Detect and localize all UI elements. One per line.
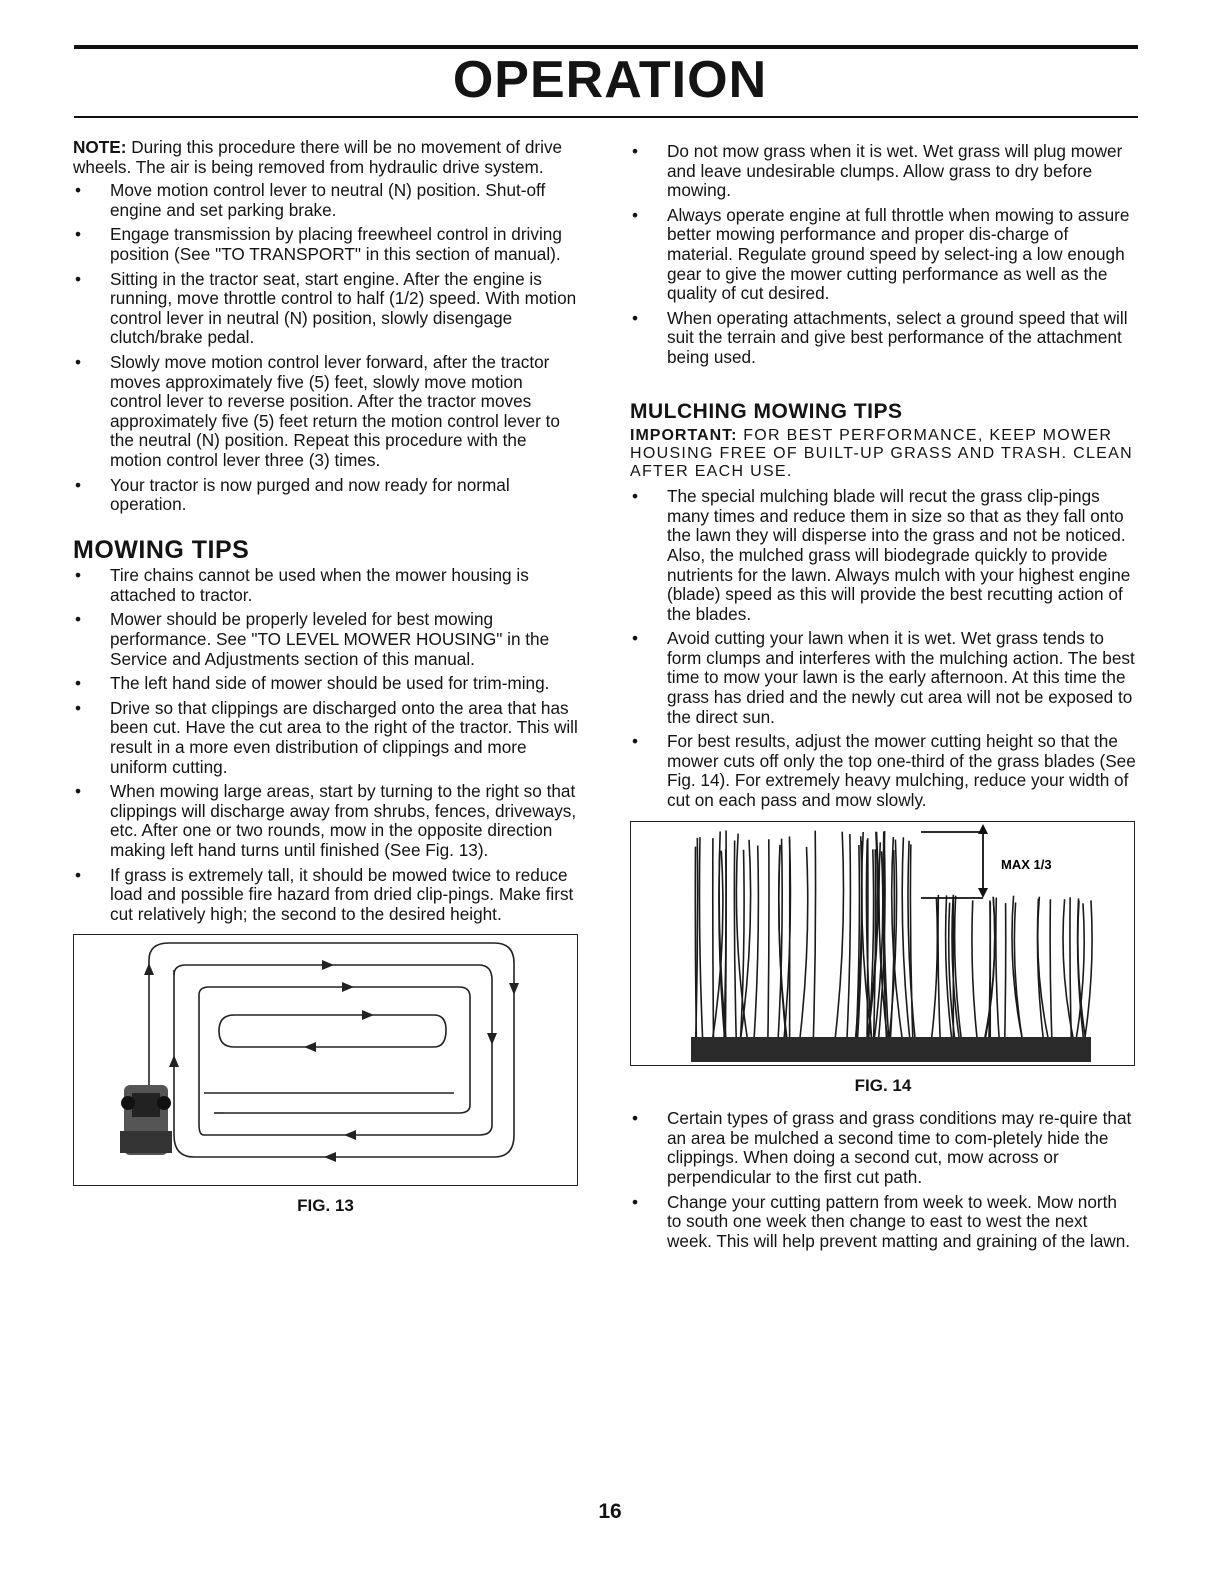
grass-blade	[910, 844, 912, 1037]
note-text: During this procedure there will be no movement of drive wheels. The air is being removed from hydraulic drive system.	[73, 137, 563, 177]
list-item: • If grass is extremely tall, it should be mowed twice to reduce load and possible fire hazard from dried clip-pings. Make first cut relatively high; the second to the desired height.	[73, 866, 578, 925]
grass-blade	[813, 830, 815, 1036]
grass-blade	[1085, 900, 1092, 1037]
fig14-grass-height-diagram	[630, 821, 1135, 1066]
page-number: 16	[598, 1500, 622, 1523]
max-one-third-label: MAX 1/3	[1001, 856, 1052, 872]
list-item: • The special mulching blade will recut the grass clip-pings many times and reduce them in size so that as they fall onto the lawn they will disperse into the grass and not be noticed. Also, the mulched grass will biodegrade quickly to provide nutrients for the lawn. Always mulch with your highest engine (blade) speed as this will provide the best recutting action of the blades.	[630, 487, 1136, 624]
list-item: • Change your cutting pattern from week to week. Mow north to south one week then change to east to west the next week. This will help prevent matting and graining of the lawn.	[630, 1193, 1136, 1252]
left-column	[73, 138, 578, 1216]
mulching-tips-heading: MULCHING MOWING TIPS	[630, 399, 903, 423]
list-item: • Certain types of grass and grass conditions may re-quire that an area be mulched a second time to com-pletely hide the clippings. When doing a second cut, mow across or perpendicular to the first cut path.	[630, 1109, 1136, 1187]
fig14-caption: FIG. 14	[854, 1075, 912, 1095]
list-item: • Mower should be properly leveled for best mowing performance. See "TO LEVEL MOWER HOUSING" in the Service and Adjustments section of this manual.	[73, 610, 578, 669]
list-item: • Move motion control lever to neutral (N) position. Shut-off engine and set parking brake.	[73, 181, 578, 220]
list-item: • When operating attachments, select a ground speed that will suit the terrain and give best performance of the attachment being used.	[630, 309, 1136, 368]
grass-blade	[754, 845, 758, 1036]
grass-blade	[713, 850, 723, 1036]
grass-blade	[725, 830, 726, 1037]
grass-blade	[1070, 897, 1071, 1037]
grass-cut-svg	[631, 822, 1134, 1065]
fig13-caption: FIG. 13	[297, 1196, 354, 1216]
list-item: • Always operate engine at full throttle when mowing to assure better mowing performance and proper dis-charge of material. Regulate ground speed by select-ing a low enough gear to give the mower cutting performance as well as the quality of cut desired.	[630, 206, 1136, 304]
list-item: • Sitting in the tractor seat, start engine. After the engine is running, move throttle control to half (1/2) speed. With motion control lever in neutral (N) position, slowly disengage clutch/brake pedal.	[73, 270, 578, 348]
grass-blade	[996, 897, 999, 1036]
grass-blade	[800, 846, 808, 1036]
grass-blade	[1038, 896, 1048, 1036]
note-label: NOTE:	[73, 137, 127, 157]
header-rule-top	[74, 45, 1138, 49]
grass-blade	[1050, 899, 1052, 1037]
grass-blade	[768, 839, 769, 1037]
right-column	[630, 142, 1136, 1256]
list-item: • Slowly move motion control lever forward, after the tractor moves approximately five (5) feet, slowly move motion control lever to reverse position. After the tractor moves approximately five (5) feet return the motion control lever to the neutral (N) position. Repeat this procedure with the motion control lever three (3) times.	[73, 353, 578, 471]
mulching-tips-list	[630, 487, 1136, 811]
header-rule-bottom	[74, 116, 1138, 118]
grass-blade	[972, 900, 977, 1037]
important-label: IMPORTANT:	[630, 427, 738, 445]
purge-steps-list	[73, 181, 578, 515]
list-item: • Drive so that clippings are discharged onto the area that has been cut. Have the cut area to the right of the tractor. This will result in a more even distribution of clippings and more uniform cutting.	[73, 699, 578, 777]
list-item: • When mowing large areas, start by turning to the right so that clippings will discharge away from shrubs, fences, driveways, etc. After one or two rounds, mow in the opposite direction making left hand turns until finished (See Fig. 13).	[73, 782, 578, 860]
grass-blade	[695, 846, 696, 1036]
list-item: • Engage transmission by placing freewheel control in driving position (See "TO TRANSPORT" in this section of manual).	[73, 225, 578, 264]
list-item: • Tire chains cannot be used when the mower housing is attached to tractor.	[73, 566, 578, 605]
list-item: • Do not mow grass when it is wet. Wet grass will plug mower and leave undesirable clumps. Allow grass to dry before mowing.	[630, 142, 1136, 201]
important-text: FOR BEST PERFORMANCE, KEEP MOWER HOUSING FREE OF BUILT-UP GRASS AND TRASH. CLEAN AFTER EACH USE.	[630, 427, 1133, 481]
general-tips-list	[630, 142, 1136, 368]
list-item: • The left hand side of mower should be used for trim-ming.	[73, 674, 578, 694]
grass-blade	[1012, 895, 1022, 1036]
fig13-mowing-pattern-diagram	[73, 934, 578, 1186]
grass-blade	[835, 831, 843, 1036]
grass-blade	[938, 894, 940, 1036]
important-notice	[630, 427, 1136, 481]
note-paragraph	[73, 138, 578, 177]
grass-blade	[932, 898, 938, 1037]
list-item: • For best results, adjust the mower cutting height so that the mower cuts off only the top one-third of the grass blades (See Fig. 14). For extremely heavy mulching, reduce your width of cut on each pass and mow slowly.	[630, 732, 1136, 810]
additional-tips-list	[630, 1109, 1136, 1251]
grass-blade	[867, 838, 868, 1037]
mowing-tips-heading: MOWING TIPS	[73, 535, 250, 564]
list-item: • Your tractor is now purged and now ready for normal operation.	[73, 476, 578, 515]
list-item: • Avoid cutting your lawn when it is wet. Wet grass tends to form clumps and interferes with the mulching action. The best time to mow your lawn is the early afternoon. At this time the grass has dried and the newly cut area will not be exposed to the direct sun.	[630, 629, 1136, 727]
mowing-pattern-svg	[74, 935, 577, 1185]
page-title: OPERATION	[452, 51, 768, 109]
grass-blade	[713, 838, 714, 1037]
grass-blade	[847, 834, 850, 1037]
grass-blade	[1005, 903, 1006, 1037]
tractor-icon	[120, 1085, 172, 1155]
grass-blade	[699, 837, 702, 1037]
mowing-tips-list	[73, 566, 578, 924]
